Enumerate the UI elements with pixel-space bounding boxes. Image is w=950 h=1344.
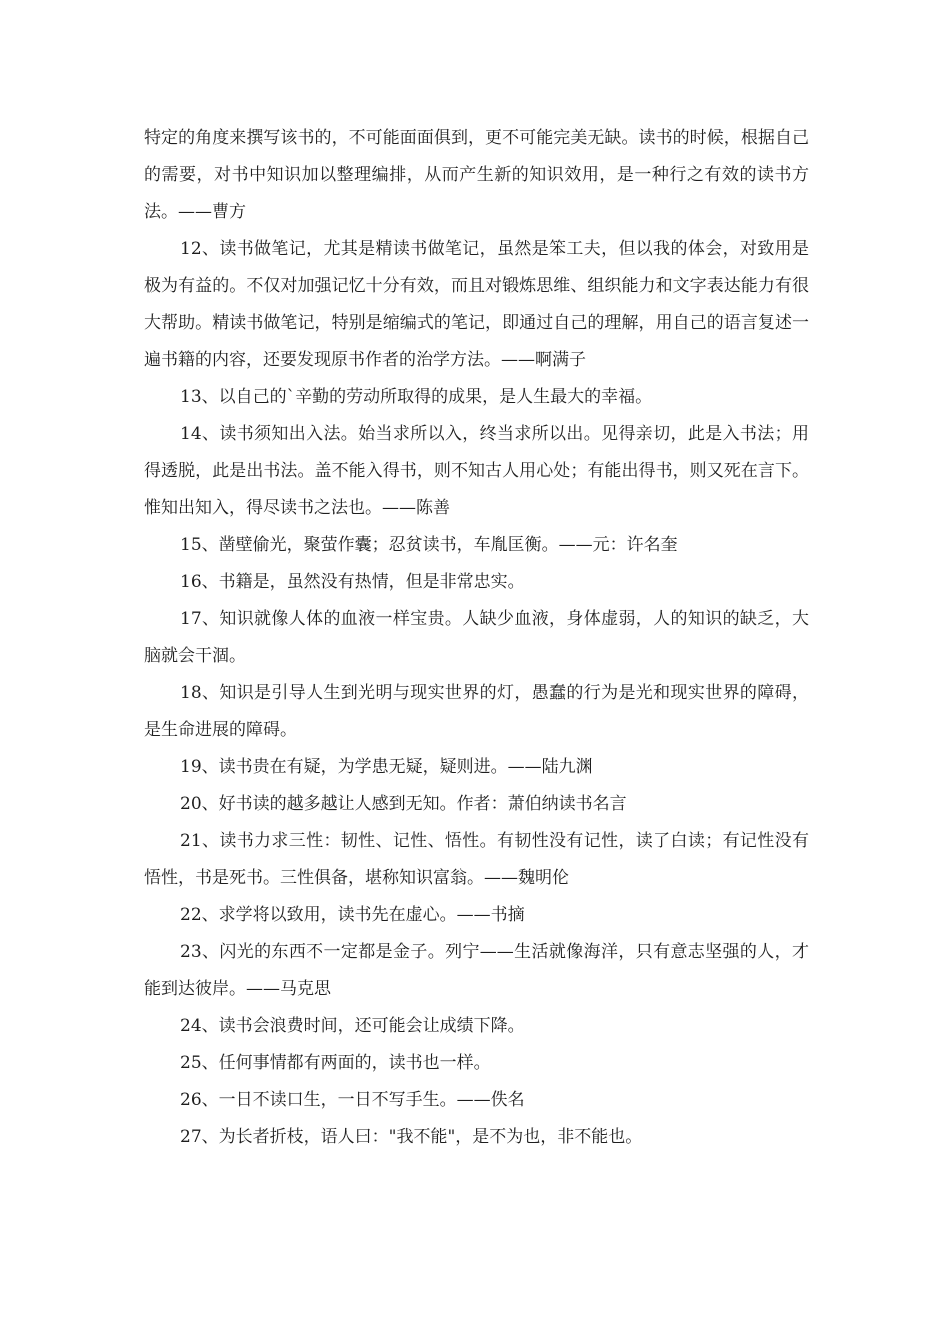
paragraph-22: 22、求学将以致用，读书先在虚心。——书摘: [180, 905, 525, 925]
paragraph-13: 13、以自己的`辛勤的劳动所取得的成果，是人生最大的幸福。: [180, 387, 653, 407]
paragraph-24: 24、读书会浪费时间，还可能会让成绩下降。: [180, 1016, 525, 1036]
document-body: [144, 120, 809, 1156]
paragraph-21: 21、读书力求三性：韧性、记性、悟性。有韧性没有记性，读了白读；有记性没有悟性，书是死书。三性俱备，堪称知识富翁。——魏明伦: [144, 831, 809, 888]
paragraph-27: 27、为长者折枝，语人曰："我不能"，是不为也，非不能也。: [180, 1127, 643, 1147]
paragraph-17: 17、知识就像人体的血液一样宝贵。人缺少血液，身体虚弱，人的知识的缺乏，大脑就会干涸。: [144, 609, 809, 666]
paragraph-18: 18、知识是引导人生到光明与现实世界的灯，愚蠢的行为是光和现实世界的障碍，是生命进展的障碍。: [144, 683, 809, 740]
paragraph-15: 15、凿壁偷光，聚萤作囊；忍贫读书，车胤匡衡。——元：许名奎: [180, 535, 678, 555]
paragraph-12: 12、读书做笔记，尤其是精读书做笔记，虽然是笨工夫，但以我的体会，对致用是极为有益的。不仅对加强记忆十分有效，而且对锻炼思维、组织能力和文字表达能力有很大帮助。精读书做笔记，特别是缩编式的笔记，即通过自己的理解，用自己的语言复述一遍书籍的内容，还要发现原书作者的治学方法。——啊满子: [144, 239, 809, 370]
paragraph-16: 16、书籍是，虽然没有热情，但是非常忠实。: [180, 572, 525, 592]
paragraph-1: 特定的角度来撰写该书的，不可能面面俱到，更不可能完美无缺。读书的时候，根据自己的需要，对书中知识加以整理编排，从而产生新的知识效用，是一种行之有效的读书方法。——曹方: [144, 128, 809, 222]
paragraph-20: 20、好书读的越多越让人感到无知。作者：萧伯纳读书名言: [180, 794, 627, 814]
paragraph-19: 19、读书贵在有疑，为学患无疑，疑则进。——陆九渊: [180, 757, 593, 777]
paragraph-25: 25、任何事情都有两面的，读书也一样。: [180, 1053, 491, 1073]
paragraph-14: 14、读书须知出入法。始当求所以入，终当求所以出。见得亲切，此是入书法；用得透脱，此是出书法。盖不能入得书，则不知古人用心处；有能出得书，则又死在言下。惟知出知入，得尽读书之法也。——陈善: [144, 424, 809, 518]
paragraph-23: 23、闪光的东西不一定都是金子。列宁——生活就像海洋，只有意志坚强的人，才能到达彼岸。——马克思: [144, 942, 809, 999]
paragraph-26: 26、一日不读口生，一日不写手生。——佚名: [180, 1090, 525, 1110]
